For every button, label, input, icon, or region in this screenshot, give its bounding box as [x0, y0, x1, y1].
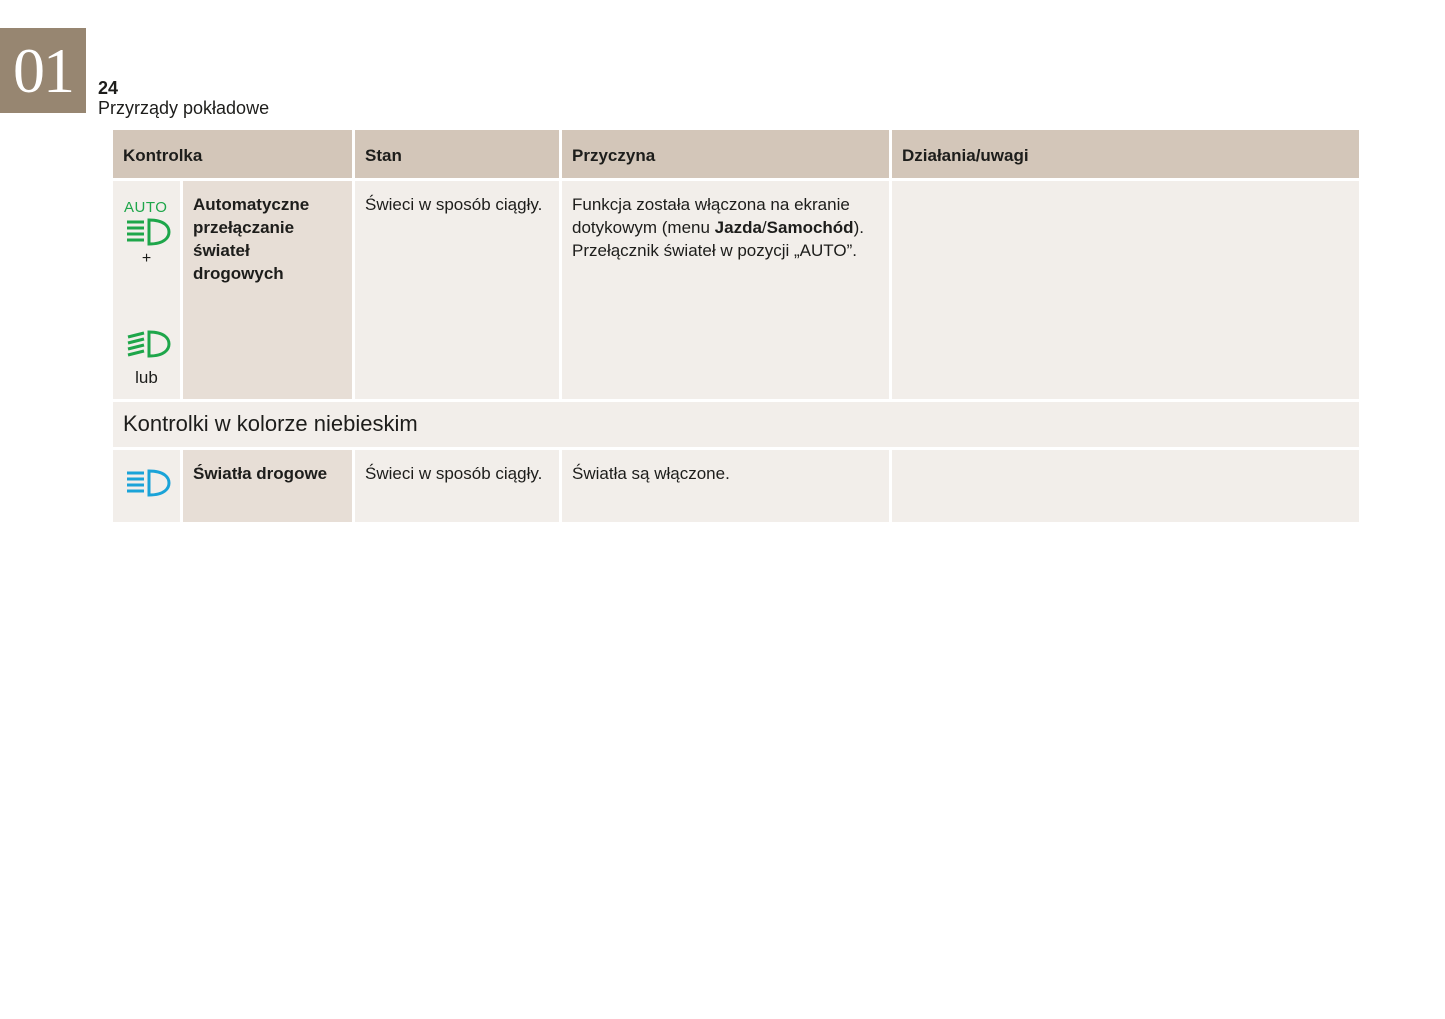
or-label: lub: [135, 368, 158, 387]
lamp-actions: [892, 181, 1359, 399]
lamp-state: Świeci w sposób ciągły.: [355, 450, 559, 522]
page-number: 24: [98, 78, 119, 98]
subheading-row: [113, 402, 1359, 447]
lamp-icons-cell: [113, 450, 180, 522]
lamp-cause: Światła są włączone.: [562, 450, 889, 522]
header-kontrolka: Kontrolka: [113, 130, 352, 178]
menu-separator: /: [761, 218, 767, 237]
cause-text: Funkcja została włączona na ekranie dotykowym (menu: [572, 195, 850, 237]
lamp-name: Automatyczne przełączanie świateł drogowych: [183, 181, 352, 399]
auto-label: AUTO: [124, 199, 168, 216]
table-row: [113, 450, 1359, 522]
plus-sign: +: [141, 250, 152, 267]
chapter-number: 01: [0, 28, 86, 113]
menu-samochod: Samochód: [766, 218, 854, 237]
lamp-name: Światła drogowe: [183, 450, 352, 522]
lamp-icons-cell: [113, 181, 180, 399]
high-beam-assist-green-icon: [125, 329, 171, 359]
lamp-state: Świeci w sposób ciągły.: [355, 181, 559, 399]
header-przyczyna: Przyczyna: [562, 130, 889, 178]
section-title: Przyrządy pokładowe: [98, 98, 270, 118]
warning-lamps-table: [113, 130, 1359, 522]
header-dzialania: Działania/uwagi: [892, 130, 1359, 178]
lamp-actions: [892, 450, 1359, 522]
auto-high-beam-green-icon: [125, 217, 171, 247]
header-stan: Stan: [355, 130, 559, 178]
cause-text-switch: Przełącznik świateł w pozycji „AUTO”.: [572, 241, 857, 260]
table-row: [113, 181, 1359, 399]
menu-jazda: Jazda: [714, 218, 762, 237]
lamp-cause: [562, 181, 889, 399]
table-header-row: [113, 130, 1359, 178]
high-beam-blue-icon: [125, 468, 171, 498]
cause-text-end: ).: [853, 218, 864, 237]
subheading-blue-lamps: Kontrolki w kolorze niebieskim: [113, 402, 1359, 447]
